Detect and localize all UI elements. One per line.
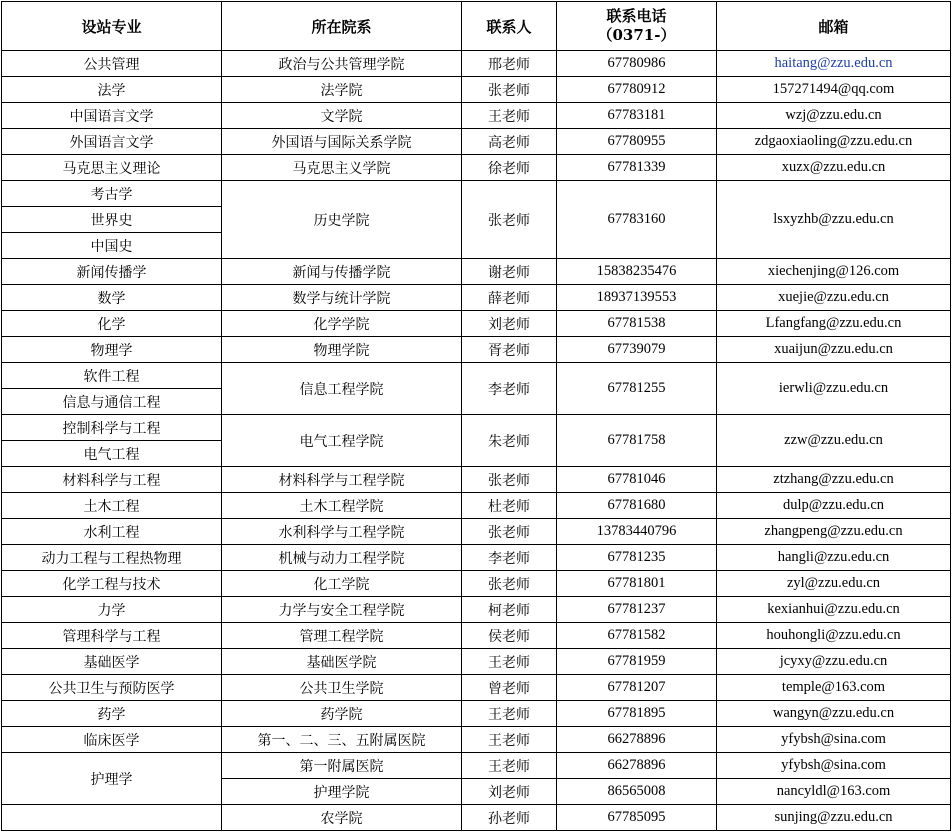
major-cell: 信息与通信工程	[2, 389, 222, 415]
contact-cell: 刘老师	[462, 779, 557, 805]
table-row	[2, 129, 951, 155]
email-cell: dulp@zzu.edu.cn	[717, 493, 951, 519]
email-cell: yfybsh@sina.com	[717, 753, 951, 779]
contact-cell: 李老师	[462, 545, 557, 571]
email-cell: temple@163.com	[717, 675, 951, 701]
contact-cell: 王老师	[462, 701, 557, 727]
major-cell: 基础医学	[2, 649, 222, 675]
major-cell: 公共管理	[2, 51, 222, 77]
email-cell: nancyldl@163.com	[717, 779, 951, 805]
phone-cell: 67783160	[557, 181, 717, 259]
contact-cell: 杜老师	[462, 493, 557, 519]
college-cell: 数学与统计学院	[222, 285, 462, 311]
major-cell: 化学	[2, 311, 222, 337]
table-row	[2, 467, 951, 493]
college-cell: 马克思主义学院	[222, 155, 462, 181]
table-row	[2, 493, 951, 519]
major-cell: 数学	[2, 285, 222, 311]
college-cell: 电气工程学院	[222, 415, 462, 467]
college-cell: 基础医学院	[222, 649, 462, 675]
table-row	[2, 805, 951, 831]
table-row	[2, 285, 951, 311]
email-cell: hangli@zzu.edu.cn	[717, 545, 951, 571]
phone-cell: 67783181	[557, 103, 717, 129]
phone-cell: 67780912	[557, 77, 717, 103]
contact-cell: 高老师	[462, 129, 557, 155]
header-row	[2, 2, 951, 51]
email-cell: yfybsh@sina.com	[717, 727, 951, 753]
college-cell: 材料科学与工程学院	[222, 467, 462, 493]
email-cell: zzw@zzu.edu.cn	[717, 415, 951, 467]
major-cell: 电气工程	[2, 441, 222, 467]
major-cell: 水利工程	[2, 519, 222, 545]
header-phone	[557, 2, 717, 51]
phone-cell: 67781582	[557, 623, 717, 649]
email-cell: ierwli@zzu.edu.cn	[717, 363, 951, 415]
contact-cell: 谢老师	[462, 259, 557, 285]
college-cell: 第一附属医院	[222, 753, 462, 779]
college-cell: 法学院	[222, 77, 462, 103]
major-cell: 软件工程	[2, 363, 222, 389]
table-row	[2, 675, 951, 701]
contact-cell: 徐老师	[462, 155, 557, 181]
table-row	[2, 649, 951, 675]
table-body	[2, 51, 951, 831]
college-cell: 第一、二、三、五附属医院	[222, 727, 462, 753]
contact-cell: 张老师	[462, 519, 557, 545]
major-cell: 力学	[2, 597, 222, 623]
table-row	[2, 155, 951, 181]
college-cell: 公共卫生学院	[222, 675, 462, 701]
college-cell: 外国语与国际关系学院	[222, 129, 462, 155]
college-cell: 新闻与传播学院	[222, 259, 462, 285]
contact-cell: 薛老师	[462, 285, 557, 311]
major-cell: 管理科学与工程	[2, 623, 222, 649]
major-cell: 世界史	[2, 207, 222, 233]
table-row	[2, 519, 951, 545]
header-college: 所在院系	[222, 2, 462, 51]
phone-cell: 67781255	[557, 363, 717, 415]
table-row	[2, 727, 951, 753]
phone-cell: 13783440796	[557, 519, 717, 545]
table-row	[2, 415, 951, 441]
college-cell: 水利科学与工程学院	[222, 519, 462, 545]
major-cell: 新闻传播学	[2, 259, 222, 285]
table-row	[2, 571, 951, 597]
major-cell: 外国语言文学	[2, 129, 222, 155]
college-cell: 化工学院	[222, 571, 462, 597]
contact-cell: 孙老师	[462, 805, 557, 831]
email-cell: wangyn@zzu.edu.cn	[717, 701, 951, 727]
phone-cell: 66278896	[557, 727, 717, 753]
header-major: 设站专业	[2, 2, 222, 51]
email-cell: zdgaoxiaoling@zzu.edu.cn	[717, 129, 951, 155]
header-email: 邮箱	[717, 2, 951, 51]
phone-cell: 67781959	[557, 649, 717, 675]
major-cell: 化学工程与技术	[2, 571, 222, 597]
contact-cell: 曾老师	[462, 675, 557, 701]
major-cell: 护理学	[2, 753, 222, 805]
email-cell: houhongli@zzu.edu.cn	[717, 623, 951, 649]
header-phone-area-code: （0371-）	[597, 26, 676, 44]
email-cell	[717, 51, 951, 77]
header-phone-label: 联系电话	[606, 7, 667, 25]
major-cell: 中国史	[2, 233, 222, 259]
contact-cell: 张老师	[462, 571, 557, 597]
email-cell: lsxyzhb@zzu.edu.cn	[717, 181, 951, 259]
major-cell: 法学	[2, 77, 222, 103]
contact-cell: 王老师	[462, 103, 557, 129]
major-cell: 药学	[2, 701, 222, 727]
email-cell: jcyxy@zzu.edu.cn	[717, 649, 951, 675]
contact-cell: 王老师	[462, 727, 557, 753]
email-cell: Lfangfang@zzu.edu.cn	[717, 311, 951, 337]
phone-cell: 86565008	[557, 779, 717, 805]
phone-cell: 67781758	[557, 415, 717, 467]
contact-cell: 朱老师	[462, 415, 557, 467]
contact-cell: 张老师	[462, 467, 557, 493]
major-cell	[2, 805, 222, 831]
contact-table	[1, 1, 951, 831]
email-cell: kexianhui@zzu.edu.cn	[717, 597, 951, 623]
email-cell: zyl@zzu.edu.cn	[717, 571, 951, 597]
college-cell: 机械与动力工程学院	[222, 545, 462, 571]
college-cell: 化学学院	[222, 311, 462, 337]
phone-cell: 67781046	[557, 467, 717, 493]
major-cell: 土木工程	[2, 493, 222, 519]
table-row	[2, 363, 951, 389]
email-cell: xuzx@zzu.edu.cn	[717, 155, 951, 181]
contact-cell: 邢老师	[462, 51, 557, 77]
email-cell: xiechenjing@126.com	[717, 259, 951, 285]
phone-cell: 66278896	[557, 753, 717, 779]
college-cell: 护理学院	[222, 779, 462, 805]
phone-cell: 67781538	[557, 311, 717, 337]
email-cell: sunjing@zzu.edu.cn	[717, 805, 951, 831]
header-contact: 联系人	[462, 2, 557, 51]
phone-cell: 67781207	[557, 675, 717, 701]
contact-cell: 刘老师	[462, 311, 557, 337]
major-cell: 动力工程与工程热物理	[2, 545, 222, 571]
email-cell: xuejie@zzu.edu.cn	[717, 285, 951, 311]
table-row	[2, 337, 951, 363]
college-cell: 力学与安全工程学院	[222, 597, 462, 623]
major-cell: 公共卫生与预防医学	[2, 675, 222, 701]
phone-cell: 67780955	[557, 129, 717, 155]
email-cell: zhangpeng@zzu.edu.cn	[717, 519, 951, 545]
phone-cell: 15838235476	[557, 259, 717, 285]
table-row	[2, 623, 951, 649]
phone-cell: 67781680	[557, 493, 717, 519]
college-cell: 历史学院	[222, 181, 462, 259]
contact-cell: 柯老师	[462, 597, 557, 623]
phone-cell: 67781237	[557, 597, 717, 623]
table-row	[2, 103, 951, 129]
contact-cell: 张老师	[462, 181, 557, 259]
major-cell: 控制科学与工程	[2, 415, 222, 441]
table-row	[2, 311, 951, 337]
major-cell: 中国语言文学	[2, 103, 222, 129]
college-cell: 信息工程学院	[222, 363, 462, 415]
contact-cell: 王老师	[462, 649, 557, 675]
phone-cell: 67780986	[557, 51, 717, 77]
table-row	[2, 181, 951, 207]
contact-cell: 侯老师	[462, 623, 557, 649]
table-row	[2, 753, 951, 779]
contact-cell: 张老师	[462, 77, 557, 103]
college-cell: 物理学院	[222, 337, 462, 363]
table-row	[2, 597, 951, 623]
college-cell: 政治与公共管理学院	[222, 51, 462, 77]
table-row	[2, 77, 951, 103]
college-cell: 管理工程学院	[222, 623, 462, 649]
phone-cell: 67781895	[557, 701, 717, 727]
table-row	[2, 259, 951, 285]
email-link[interactable]: haitang@zzu.edu.cn	[774, 55, 893, 71]
email-cell: xuaijun@zzu.edu.cn	[717, 337, 951, 363]
email-cell: ztzhang@zzu.edu.cn	[717, 467, 951, 493]
major-cell: 物理学	[2, 337, 222, 363]
table-row	[2, 701, 951, 727]
college-cell: 土木工程学院	[222, 493, 462, 519]
college-cell: 文学院	[222, 103, 462, 129]
major-cell: 马克思主义理论	[2, 155, 222, 181]
contact-cell: 李老师	[462, 363, 557, 415]
college-cell: 农学院	[222, 805, 462, 831]
phone-cell: 67781235	[557, 545, 717, 571]
email-cell: 157271494@qq.com	[717, 77, 951, 103]
college-cell: 药学院	[222, 701, 462, 727]
phone-cell: 67739079	[557, 337, 717, 363]
phone-cell: 18937139553	[557, 285, 717, 311]
major-cell: 临床医学	[2, 727, 222, 753]
contact-cell: 王老师	[462, 753, 557, 779]
table-row	[2, 545, 951, 571]
phone-cell: 67785095	[557, 805, 717, 831]
contact-cell: 胥老师	[462, 337, 557, 363]
table-row	[2, 51, 951, 77]
phone-cell: 67781801	[557, 571, 717, 597]
major-cell: 材料科学与工程	[2, 467, 222, 493]
email-cell: wzj@zzu.edu.cn	[717, 103, 951, 129]
major-cell: 考古学	[2, 181, 222, 207]
phone-cell: 67781339	[557, 155, 717, 181]
